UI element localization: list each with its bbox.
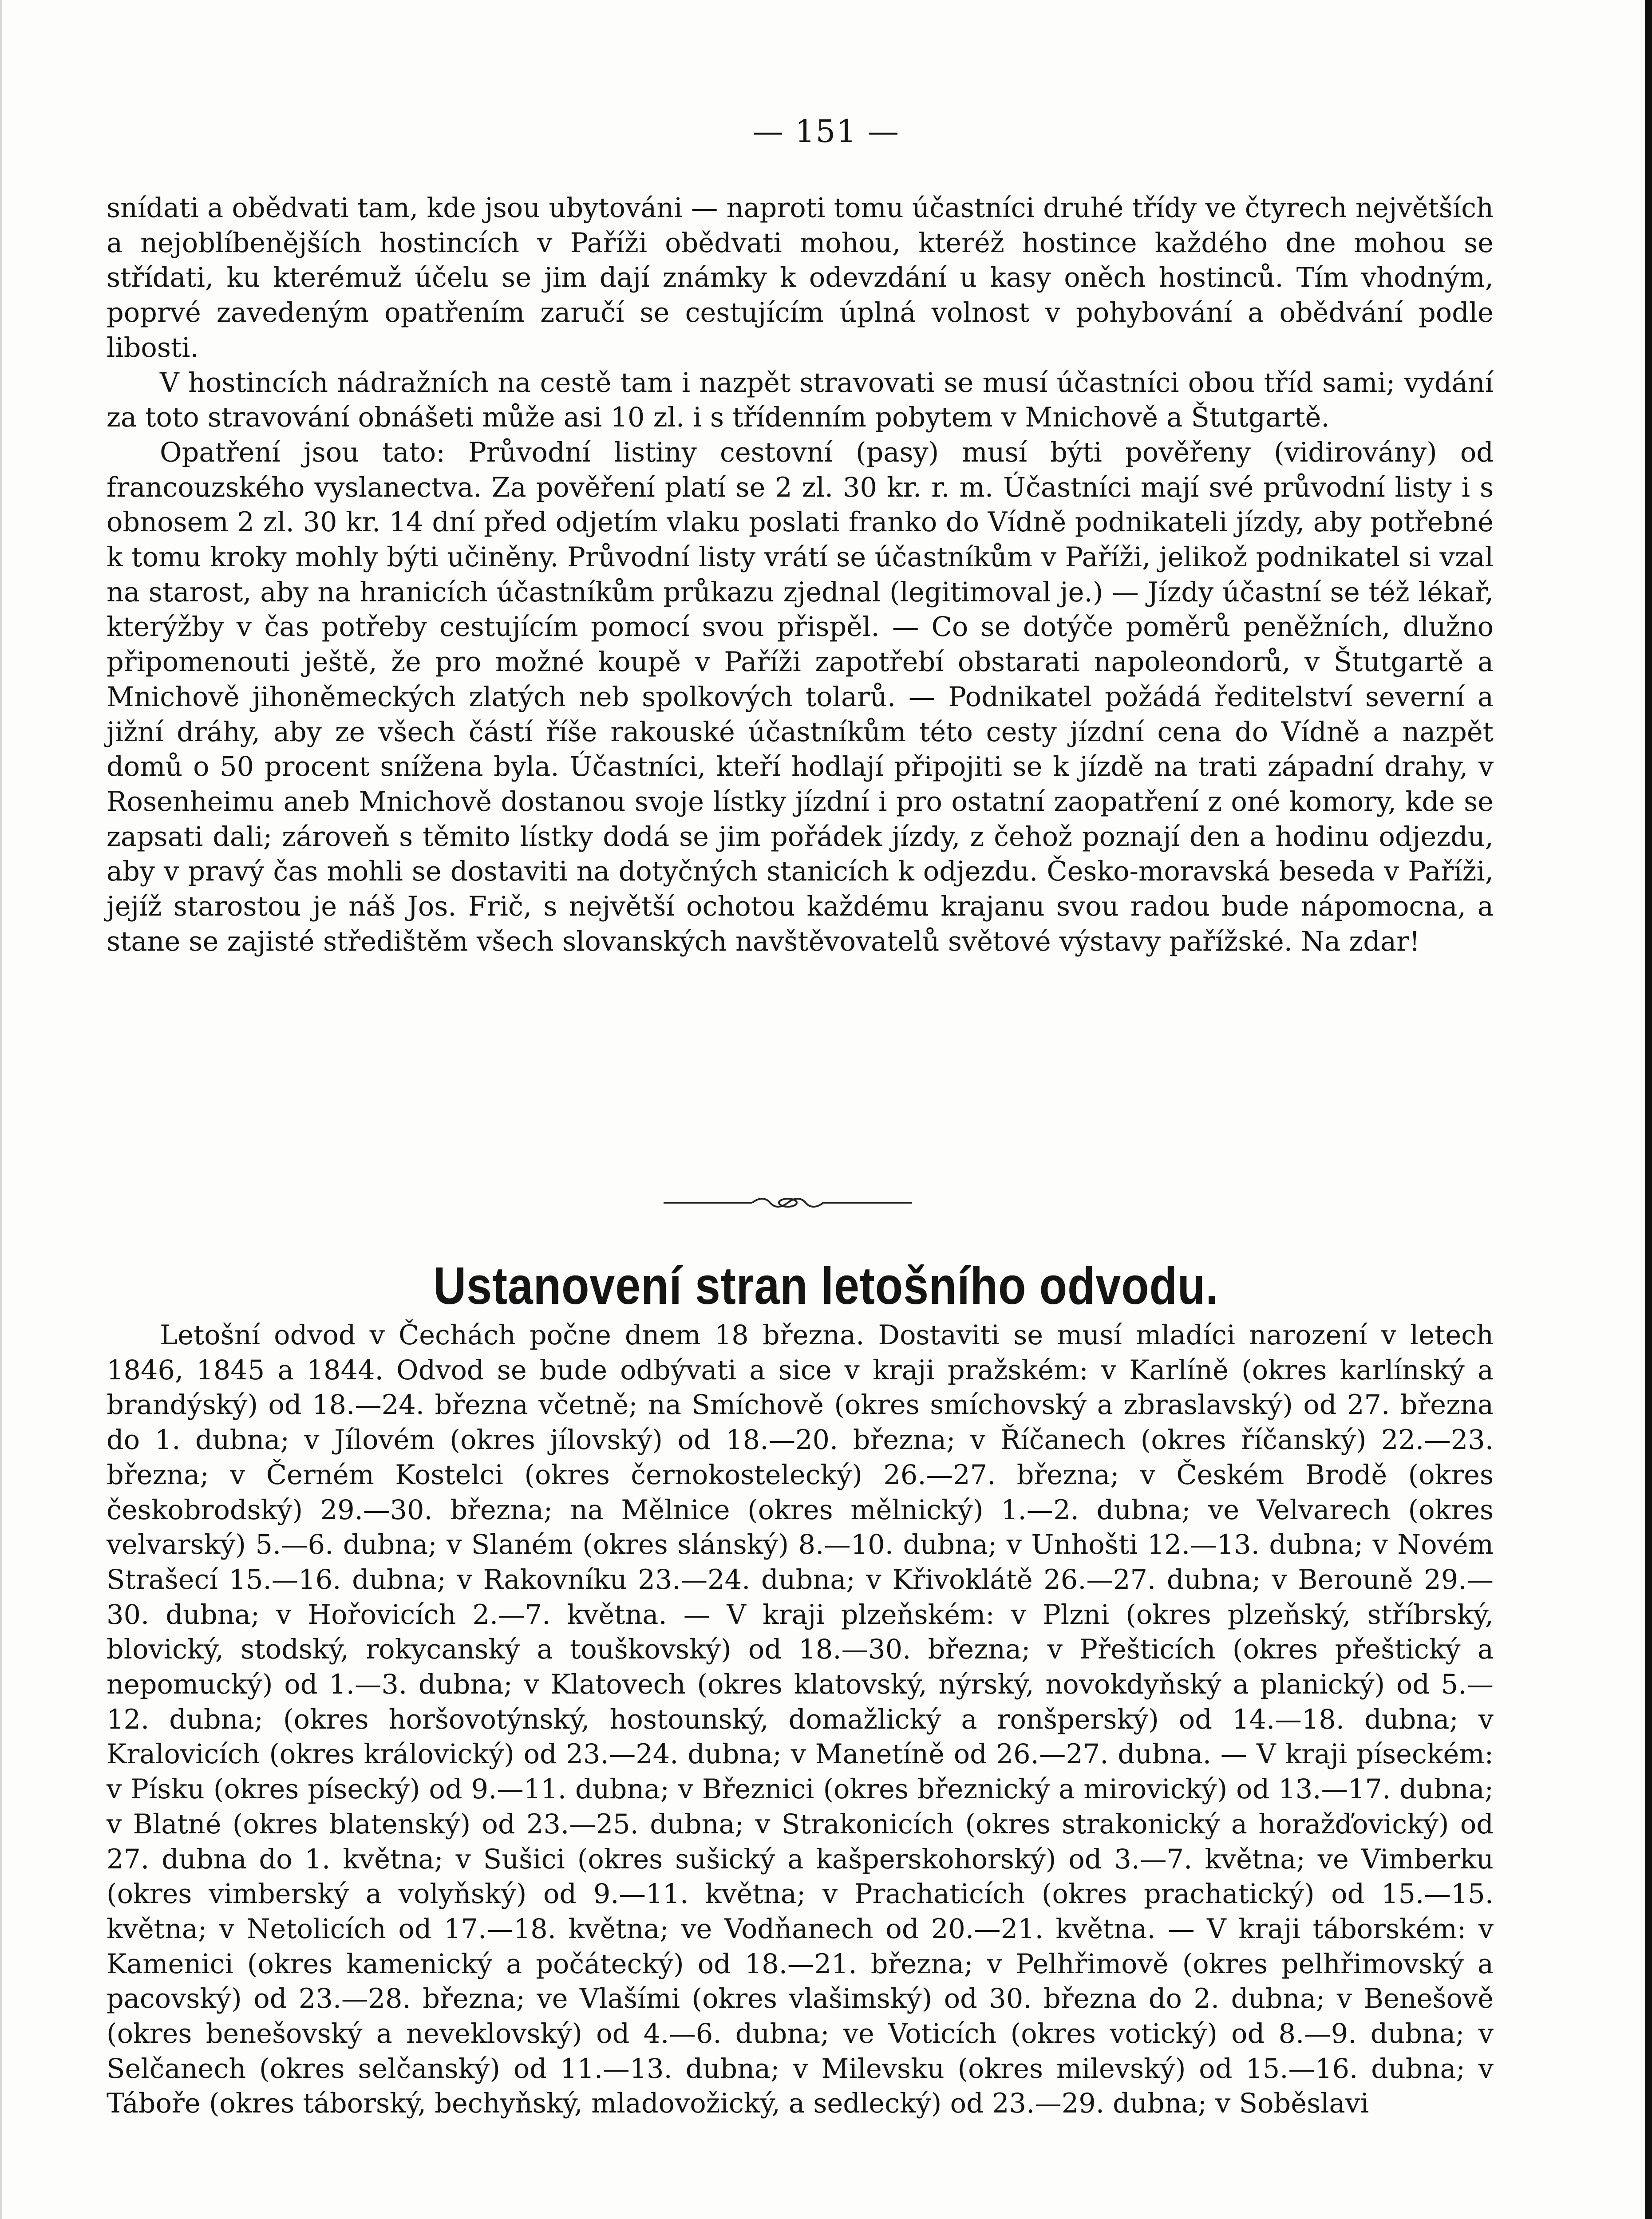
article-body: Letošní odvod v Čechách počne dnem 18 března. Dostaviti se musí mladíci narození v letech 1846, 1845 a 1844. Odvod se bude odbývati a sice v kraji pražském: v Karlíně (okres karlínský a brandýský) od 18.—24. března včetně; na Smíchově (okres smíchovský a zbraslavský) od 27. března do 1. dubna; v Jílovém (okres jílovský) od 18.—20. března; v Říčanech (okres říčanský) 22.—23. března; v Černém Kostelci (okres černokostelecký) 26.—27. března; v Českém Brodě (okres českobrodský) 29.—30. března; na Mělnice (okres mělnický) 1.—2. dubna; ve Velvarech (okres velvarský) 5.—6. dubna; v Slaném (okres slánský) 8.—10. dubna; v Unhošti 12.—13. dubna; v Novém Strašecí 15.—16. dubna; v Rakovníku 23.—24. dubna; v Křivoklátě 26.—27. dubna; v Berouně 29.—30. dubna; v Hořovicích 2.—7. května. — V kraji plzeňském: v Plzni (okres plzeňský, stříbrský, blovický, stodský, rokycanský a touškovský) od 18.—30. března; v Přešticích (okres přeštický a nepomucký) od 1.—3. dubna; v Klatovech (okres klatovský, nýrský, novokdyňský a planický) od 5.—12. dubna; (okres horšovotýnský, hostounský, domažlický a ronšperský) od 14.—18. dubna; v Kralovicích (okres královický) od 23.—24. dubna; v Manetíně od 26.—27. dubna. — V kraji píseckém: v Písku (okres písecký) od 9.—11. dubna; v Březnici (okres březnický a mirovický) od 13.—17. dubna; v Blatné (okres blatenský) od 23.—25. dubna; v Strakonicích (okres strakonický a horažďovický) od 27. dubna do 1. května; v Sušici (okres sušický a kašperskohorský) od 3.—7. května; ve Vimberku (okres vimberský a volyňský) od 9.—11. května; v Prachaticích (okres prachatický) od 15.—15. května; v Netolicích od 17.—18. května; ve Vodňanech od 20.—21. května. — V kraji táborském: v Kamenici (okres kamenický a počátecký) od 18.—21. března; v Pelhřimově (okres pelhřimovský a pacovský) od 23.—28. března; ve Vlašími (okres vlašimský) od 30. března do 2. dubna; v Benešově (okres benešovský a neveklovský) od 4.—6. dubna; ve Voticích (okres votický) od 8.—9. dubna; v Selčanech (okres selčanský) od 11.—13. dubna; v Milevsku (okres milevský) od 15.—16. dubna; v Táboře (okres táborský, bechyňský, mladovožický, a sedlecký) od 23.—29. dubna; v Soběslavi	[107, 1320, 1494, 2120]
paragraph-station-inns: V hostincích nádražních na cestě tam i nazpět stravovati se musí účastníci obou tříd sami; vydání za toto stravování obnášeti může asi 10 zl. i s třídenním pobytem v Mnichově a Štutgartě.	[107, 367, 1494, 434]
section-divider-ornament	[664, 1194, 912, 1212]
top-section	[107, 191, 1494, 959]
article-heading: Ustanovení stran letošního odvodu.	[433, 1256, 1219, 1315]
article-body-section	[107, 1318, 1494, 2121]
paragraph-arrangements: Opatření jsou tato: Průvodní listiny cestovní (pasy) musí býti pověřeny (vidirovány) od francouzského vyslanectva. Za pověření platí se 2 zl. 30 kr. r. m. Účastníci mají své průvodní listy i s obnosem 2 zl. 30 kr. 14 dní před odjetím vlaku poslati franko do Vídně podnikateli jízdy, aby potřebné k tomu kroky mohly býti učiněny. Průvodní listy vrátí se účastníkům v Paříži, jelikož podnikatel si vzal na starost, aby na hranicích účastníkům průkazu zjednal (legitimoval je.) — Jízdy účastní se též lékař, kterýžby v čas potřeby cestujícím pomocí svou přispěl. — Co se dotýče poměrů peněžních, dlužno připomenouti ještě, že pro možné koupě v Paříži zapotřebí obstarati napoleondorů, v Štutgartě a Mnichově jihoněmeckých zlatých neb spolkových tolarů. — Podnikatel požádá ředitelství severní a jižní dráhy, aby ze všech částí říše rakouské účastníkům této cesty jízdní cena do Vídně a nazpět domů o 50 procent snížena byla. Účastníci, kteří hodlají připojiti se k jízdě na trati západní drahy, v Rosenheimu aneb Mnichově dostanou svoje lístky jízdní i pro ostatní zaopatření z oné komory, kde se zapsati dali; zároveň s těmito lístky dodá se jim pořádek jízdy, z čehož poznají den a hodinu odjezdu, aby v pravý čas mohli se dostaviti na dotyčných stanicích k odjezdu. Česko-moravská beseda v Paříži, jejíž starostou je náš Jos. Frič, s největší ochotou každému krajanu svou radou bude nápomocna, a stane se zajisté středištěm všech slovanských navštěvovatelů světové výstavy pařížské. Na zdar!	[107, 437, 1494, 957]
scan-edge-right	[1645, 0, 1652, 2219]
paragraph-meals: snídati a obědvati tam, kde jsou ubytováni — naproti tomu účastníci druhé třídy ve čtyrech největších a nejoblíbenějších hostincích v Paříži obědvati mohou, kteréž hostince každého dne mohou se střídati, ku kterémuž účelu se jim dají známky k odevzdání u kasy oněch hostinců. Tím vhodným, poprvé zavedeným opatřením zaručí se cestujícím úplná volnost v pohybování a obědvání podle libosti.	[107, 193, 1494, 363]
page-number: — 151 —	[752, 113, 900, 150]
scan-edge-left	[0, 0, 2, 2219]
